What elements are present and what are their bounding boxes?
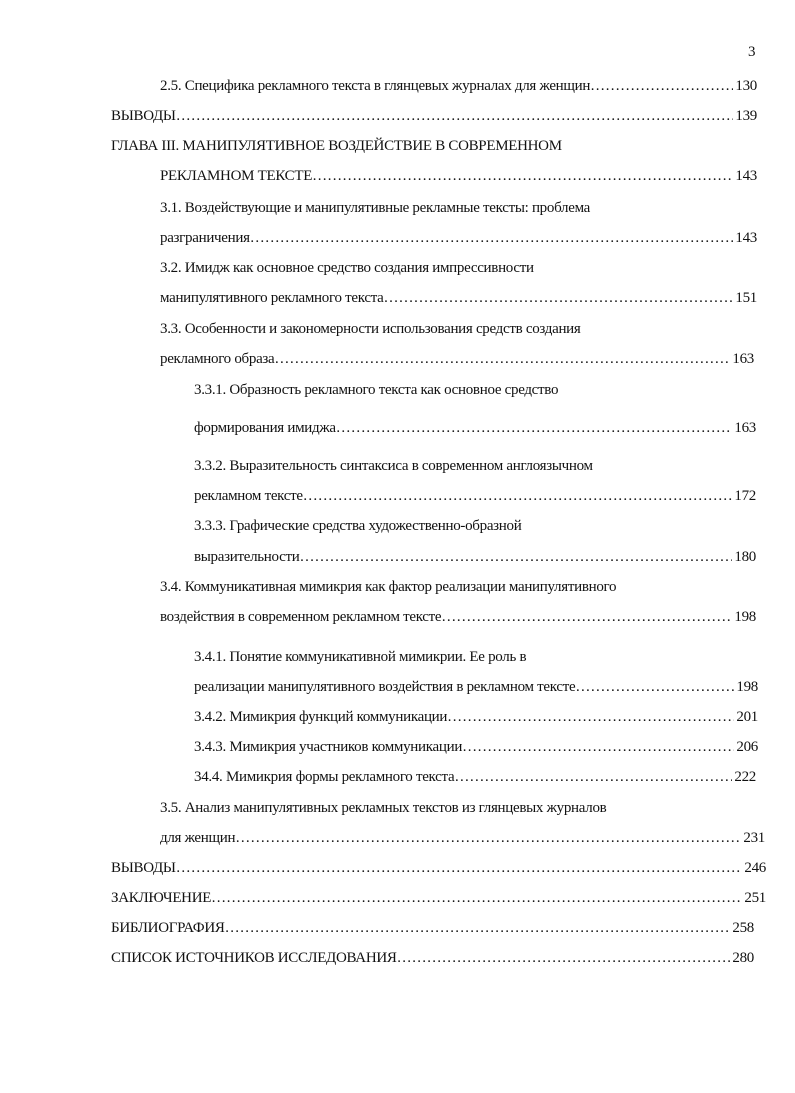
toc-entry-page: 143 [735, 168, 757, 184]
toc-entry-sources[interactable] [111, 948, 754, 968]
toc-entry-3-3-3-line1[interactable]: 3.3.3. Графические средства художественно-образной [194, 518, 522, 534]
toc-entry-page: 163 [732, 351, 754, 367]
toc-entry-label: ВЫВОДЫ [111, 860, 176, 876]
leader-dots [454, 767, 732, 787]
toc-entry-page: 151 [735, 290, 757, 306]
toc-entry-label: СПИСОК ИСТОЧНИКОВ ИССЛЕДОВАНИЯ [111, 950, 397, 966]
toc-chapter-3-heading[interactable]: ГЛАВА III. МАНИПУЛЯТИВНОЕ ВОЗДЕЙСТВИЕ В СОВРЕМЕННОМ [111, 138, 562, 154]
leader-dots [441, 607, 732, 627]
toc-entry-page: 206 [736, 739, 758, 755]
leader-dots [303, 486, 733, 506]
leader-dots [590, 76, 733, 96]
toc-entry-label: воздействия в современном рекламном тексте [160, 609, 442, 625]
leader-dots [397, 948, 731, 968]
toc-entry-3-4-4[interactable] [194, 767, 756, 787]
toc-entry-page: 258 [732, 920, 754, 936]
page-number: 3 [748, 44, 756, 60]
leader-dots [211, 888, 742, 908]
toc-entry-3-1-line1[interactable]: 3.1. Воздействующие и манипулятивные рекламные тексты: проблема [160, 200, 591, 216]
toc-entry-3-3[interactable] [160, 349, 754, 369]
leader-dots [225, 918, 731, 938]
leader-dots [447, 707, 734, 727]
toc-entry-page: 222 [734, 769, 756, 785]
toc-entry-label: манипулятивного рекламного текста [160, 290, 384, 306]
leader-dots [575, 677, 734, 697]
toc-entry-label: выразительности [194, 549, 300, 565]
toc-entry-page: 172 [734, 488, 756, 504]
leader-dots [312, 166, 733, 186]
toc-entry-3-4[interactable] [160, 607, 756, 627]
leader-dots [235, 828, 741, 848]
toc-entry-conclusions-ch2[interactable] [111, 106, 757, 126]
toc-entry-final-conclusion[interactable] [111, 888, 766, 908]
leader-dots [274, 349, 730, 369]
toc-entry-page: 180 [734, 549, 756, 565]
toc-entry-3-4-1[interactable] [194, 677, 758, 697]
toc-entry-3-3-3[interactable] [194, 547, 756, 567]
toc-entry-label: БИБЛИОГРАФИЯ [111, 920, 225, 936]
toc-entry-page: 130 [735, 78, 757, 94]
toc-entry-3-5[interactable] [160, 828, 765, 848]
toc-entry-page: 231 [743, 830, 765, 846]
toc-entry-label: 3.4.3. Мимикрия участников коммуникации [194, 739, 463, 755]
leader-dots [462, 737, 734, 757]
toc-entry-3-1[interactable] [160, 228, 757, 248]
toc-entry-page: 163 [734, 420, 756, 436]
toc-entry-3-4-3[interactable] [194, 737, 758, 757]
toc-entry-label: для женщин [160, 830, 236, 846]
leader-dots [336, 418, 733, 438]
toc-entry-conclusions-ch3[interactable] [111, 858, 766, 878]
toc-entry-label: рекламного образа [160, 351, 275, 367]
toc-entry-label: ВЫВОДЫ [111, 108, 176, 124]
toc-entry-page: 198 [734, 609, 756, 625]
toc-entry-label: реализации манипулятивного воздействия в рекламном тексте [194, 679, 576, 695]
toc-entry-label: 2.5. Специфика рекламного текста в глянцевых журналах для женщин [160, 78, 591, 94]
toc-entry-page: 201 [736, 709, 758, 725]
toc-entry-bibliography[interactable] [111, 918, 754, 938]
toc-entry-label: 3.4.2. Мимикрия функций коммуникации [194, 709, 448, 725]
toc-entry-page: 251 [744, 890, 766, 906]
toc-entry-label: формирования имиджа [194, 420, 336, 436]
toc-entry-label: рекламном тексте [194, 488, 303, 504]
toc-entry-label: 34.4. Мимикрия формы рекламного текста [194, 769, 455, 785]
toc-entry-2-5[interactable] [160, 76, 757, 96]
toc-entry-3-3-2[interactable] [194, 486, 756, 506]
leader-dots [384, 288, 734, 308]
toc-entry-page: 198 [736, 679, 758, 695]
toc-entry-page: 139 [735, 108, 757, 124]
toc-entry-page: 246 [744, 860, 766, 876]
toc-entry-3-4-2[interactable] [194, 707, 758, 727]
toc-entry-3-4-line1[interactable]: 3.4. Коммуникативная мимикрия как фактор реализации манипулятивного [160, 579, 617, 595]
toc-entry-3-2[interactable] [160, 288, 757, 308]
toc-entry-3-5-line1[interactable]: 3.5. Анализ манипулятивных рекламных текстов из глянцевых журналов [160, 800, 607, 816]
toc-entry-3-3-1[interactable] [194, 418, 756, 438]
toc-entry-label: РЕКЛАМНОМ ТЕКСТЕ [160, 168, 313, 184]
toc-entry-3-3-2-line1[interactable]: 3.3.2. Выразительность синтаксиса в современном англоязычном [194, 458, 593, 474]
toc-entry-page: 143 [735, 230, 757, 246]
toc-entry-3-3-line1[interactable]: 3.3. Особенности и закономерности использования средств создания [160, 321, 581, 337]
toc-entry-3-2-line1[interactable]: 3.2. Имидж как основное средство создания импрессивности [160, 260, 534, 276]
toc-entry-chapter-3[interactable] [160, 166, 757, 186]
leader-dots [299, 547, 732, 567]
leader-dots [176, 858, 743, 878]
toc-entry-label: ЗАКЛЮЧЕНИЕ [111, 890, 212, 906]
leader-dots [250, 228, 734, 248]
toc-entry-page: 280 [732, 950, 754, 966]
toc-entry-3-3-1-line1[interactable]: 3.3.1. Образность рекламного текста как основное средство [194, 382, 559, 398]
leader-dots [176, 106, 734, 126]
toc-entry-label: разграничения [160, 230, 250, 246]
toc-entry-3-4-1-line1[interactable]: 3.4.1. Понятие коммуникативной мимикрии. Ее роль в [194, 649, 527, 665]
